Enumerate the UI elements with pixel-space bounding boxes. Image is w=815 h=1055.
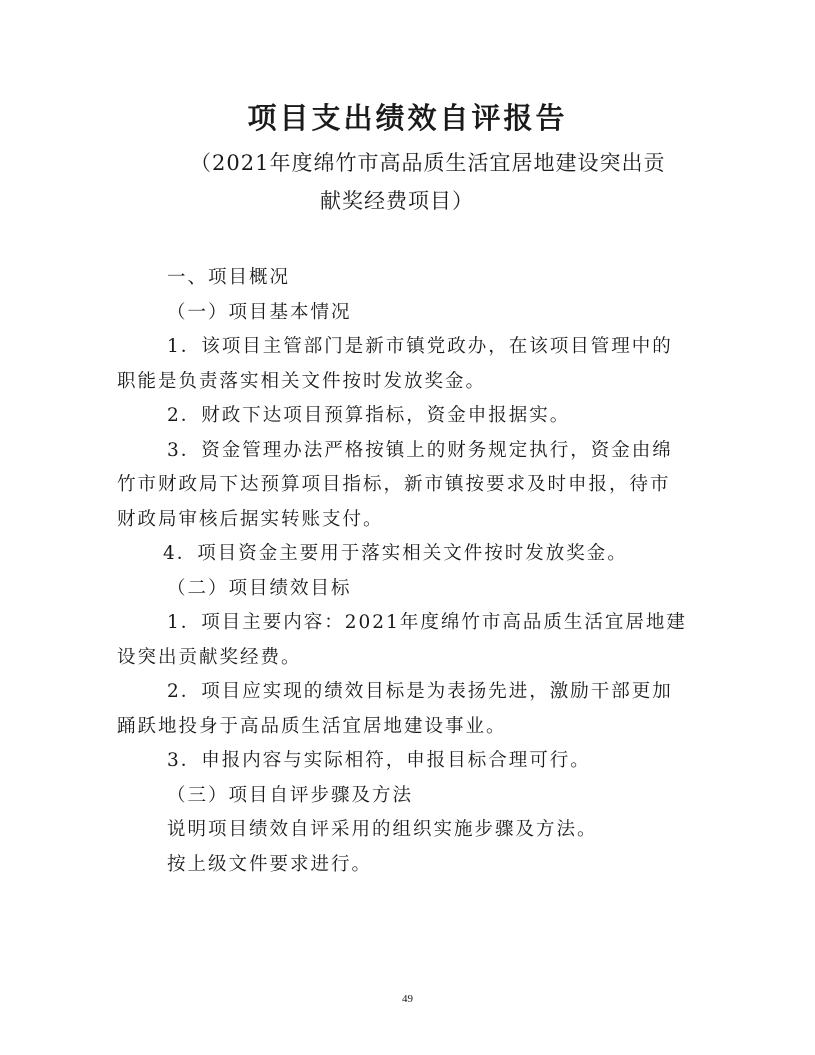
page-number: 49 (402, 993, 413, 1005)
paragraph-line: 3．申报内容与实际相符，申报目标合理可行。 (167, 750, 591, 771)
paragraph-line: 踊跃地投身于高品质生活宜居地建设事业。 (117, 715, 507, 737)
subsection-heading-basic-info: （一）项目基本情况 (167, 301, 352, 323)
subsection-heading-performance-goals: （二）项目绩效目标 (167, 577, 352, 599)
document-subtitle (190, 144, 710, 220)
subsection-heading-evaluation-steps: （三）项目自评步骤及方法 (167, 784, 414, 806)
paragraph-line: 职能是负责落实相关文件按时发放奖金。 (117, 370, 487, 392)
paragraph-line: 2．项目应实现的绩效目标是为表扬先进，激励干部更加 (167, 681, 673, 702)
document-body (117, 261, 702, 882)
paragraph-line: 1．项目主要内容：2021年度绵竹市高品质生活宜居地建 (167, 612, 687, 633)
paragraph-line: 设突出贡献奖经费。 (117, 646, 302, 668)
paragraph-line: 按上级文件要求进行。 (167, 853, 373, 875)
document-title: 项目支出绩效自评报告 (247, 101, 568, 135)
paragraph-line: 说明项目绩效自评采用的组织实施步骤及方法。 (167, 819, 598, 840)
paragraph-line: 1．该项目主管部门是新市镇党政办，在该项目管理中的 (167, 336, 673, 357)
subtitle-line-2: 献奖经费项目） (320, 189, 474, 213)
subtitle-line-1: （2021年度绵竹市高品质生活宜居地建设突出贡 (190, 151, 666, 175)
paragraph-line: 4．项目资金主要用于落实相关文件按时发放奖金。 (163, 543, 628, 564)
paragraph-line: 竹市财政局下达预算项目指标，新市镇按要求及时申报，待市 (117, 474, 671, 495)
section-heading-overview: 一、项目概况 (167, 267, 291, 288)
paragraph-line: 3．资金管理办法严格按镇上的财务规定执行，资金由绵 (167, 439, 673, 461)
paragraph-line: 财政局审核后据实转账支付。 (117, 508, 384, 530)
paragraph-line: 2．财政下达项目预算指标，资金申报据实。 (167, 405, 571, 426)
